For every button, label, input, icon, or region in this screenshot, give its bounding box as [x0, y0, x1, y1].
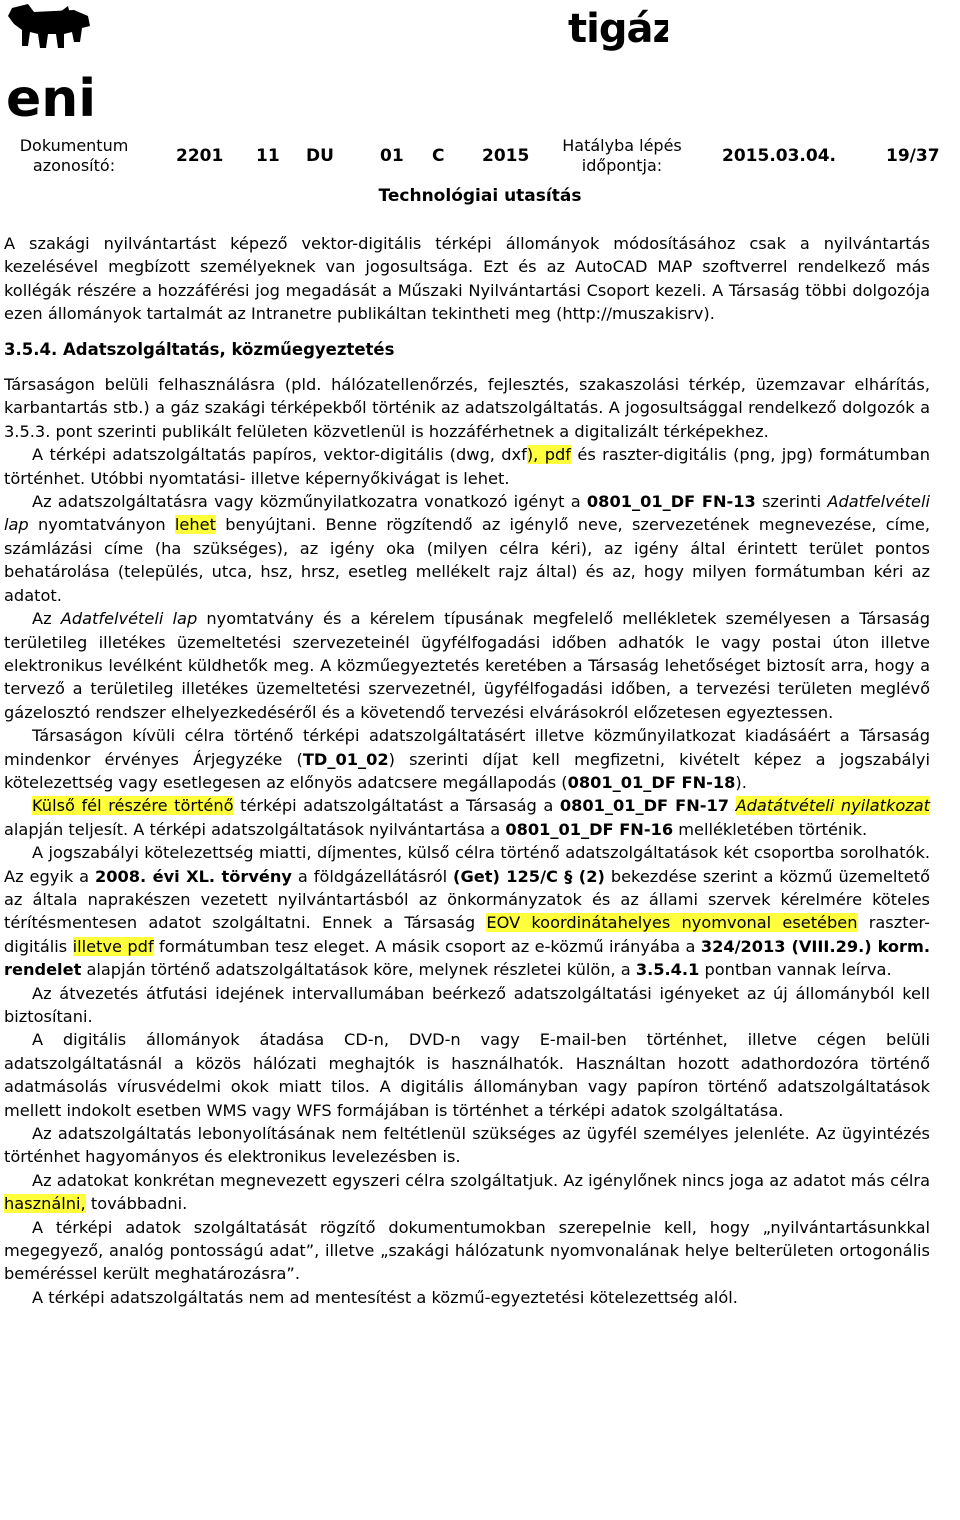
paragraph-transition: Az átvezetés átfutási idejének intervallumában beérkező adatszolgáltatási igényeket az új állományból kell biztosítani.	[4, 983, 930, 1026]
text-run	[729, 796, 736, 815]
paragraph-fees	[4, 724, 930, 794]
highlight-form-name: Adatátvételi nyilatkozat	[735, 796, 931, 816]
text-run: a földgázellátásról	[291, 866, 454, 886]
text-run: raszter-digitális	[4, 913, 930, 956]
paragraph-legal	[4, 841, 930, 981]
document-body	[4, 232, 930, 1309]
doc-id-label-line2: azonosító:	[32, 156, 116, 175]
text-run: benyújtani. Benne rögzítendő az igénylő neve, szervezetének megnevezése, címe, számlázási címe (ha szükséges), az igény oka (milyen célra kéri), az igény által érintett terület pontos behatárolása (település, utca, hsz, hrsz, esetleg mellékelt rajz által) és az, hogy milyen formátumban kéri az adatot.	[4, 515, 931, 605]
paragraph-purpose	[4, 1169, 930, 1216]
highlight: EOV koordinátahelyes nyomvonal esetében	[486, 913, 858, 933]
paragraph-request	[4, 490, 930, 607]
text-run: A jogszabályi kötelezettség miatti, díjmentes, külső célra történő adatszolgáltatások két csoportba sorolhatók. Az egyik a	[4, 843, 930, 886]
paragraph-formats	[4, 443, 930, 490]
effective-date: 2015.03.04.	[722, 146, 837, 166]
form-code: 0801_01_DF FN-16	[505, 819, 674, 839]
effective-label-line2: időpontja:	[581, 156, 663, 175]
tigaz-logo-text: tigáz	[568, 6, 668, 52]
paragraph-external	[4, 794, 930, 841]
text-run: Társaságon kívüli célra történő térképi adatszolgáltatásért illetve közműnyilatkozat kiadásáért a Társaság mindenkor érvényes Árjegyzéke (	[4, 726, 930, 769]
effective-label	[552, 136, 692, 176]
form-name: Adatfelvételi lap	[60, 609, 198, 629]
law-ref: 2008. évi XL. törvény	[95, 866, 292, 886]
text-run: A térképi adatszolgáltatás papíros, vektor-digitális (dwg, dxf	[32, 445, 527, 465]
page-number: 19/37	[886, 146, 940, 166]
text-run: formátumban tesz eleget. A másik csoport az e-közmű irányába a	[153, 936, 701, 956]
doc-id-part-5: C	[432, 146, 445, 166]
paragraph-submission	[4, 607, 930, 724]
paragraph-accuracy: A térképi adatok szolgáltatását rögzítő dokumentumokban szerepelnie kell, hogy „nyilvántartásunkkal megegyező, analóg pontosságú adat”, illetve „szakági hálózatunk nyomvonalának helye belterületen ortogonális beméréssel került meghatározásra”.	[4, 1217, 930, 1284]
doc-id-part-1: 2201	[176, 146, 224, 166]
law-ref: (Get) 125/C § (2)	[453, 866, 605, 886]
paragraph-presence: Az adatszolgáltatás lebonyolításának nem feltétlenül szükséges az ügyfél személyes jelenléte. Az ügyintézés történhet hagyományos és elektronikus levelezésben is.	[4, 1124, 930, 1167]
text-run: szerinti	[755, 492, 828, 512]
highlight: illetve pdf	[72, 936, 154, 956]
form-code: 0801_01_DF FN-18	[567, 772, 736, 792]
law-ref: 324/2013 (VIII.29.) korm. rendelet	[4, 936, 931, 980]
text-run: Az	[32, 609, 61, 629]
section-heading: 3.5.4. Adatszolgáltatás, közműegyeztetés	[4, 339, 395, 359]
paragraph-internal-use: Társaságon belüli felhasználásra (pld. hálózatellenőrzés, fejlesztés, szakaszolási térkép, üzemzavar elhárítás, karbantartás stb.) a gáz szakági térképekből történik az adatszolgáltatás. A jogosultsággal rendelkező dolgozók a 3.5.3. pont szerinti publikált felületen közvetlenül is hozzáférhetnek a digitalizált térképekhez.	[4, 375, 930, 441]
text-run: Az adatokat konkrétan megnevezett egyszeri célra szolgáltatjuk. Az igénylőnek nincs joga az adatot más célra	[32, 1170, 930, 1190]
text-run: és raszter-digitális (png, jpg) formátumban történhet. Utóbbi nyomtatási- illetve képernyőkivágat is lehet.	[4, 445, 931, 488]
text-run: alapján történő adatszolgáltatások köre, melynek részletei külön, a	[81, 960, 636, 980]
highlight: lehet	[174, 515, 216, 535]
text-run: nyomtatványon	[28, 515, 175, 535]
doc-id-part-2: 11	[256, 146, 280, 166]
text-run: továbbadni.	[85, 1194, 188, 1214]
form-code: 0801_01_DF FN-13	[586, 492, 756, 512]
doc-id-part-6: 2015	[482, 146, 530, 166]
paragraph-exemption: A térképi adatszolgáltatás nem ad mentesítést a közmű-egyeztetési kötelezettség alól.	[32, 1287, 738, 1307]
text-run: pontban vannak leírva.	[699, 960, 892, 980]
highlight: ), pdf	[526, 445, 571, 465]
document-title: Technológiai utasítás	[378, 186, 582, 206]
text-run: ).	[735, 772, 747, 792]
text-run: ) szerinti díjat kell megfizetni, kivételt képez a jogszabályi kötelezettség vagy esetlegesen az előnyös adatcsere megállapodás (	[4, 749, 930, 792]
text-run: Az adatszolgáltatásra vagy közműnyilatkozatra vonatkozó igényt a	[32, 492, 587, 512]
text-run: nyomtatvány és a kérelem típusának megfelelő mellékletek személyesen a Társaság területileg illetékes üzemeltetési szervezeteinél ügyfélfogadási időben adhatók le vagy postai úton illetve elektronikus levélként küldhetők meg. A közműegyeztetés keretében a Társaság lehetőséget biztosít arra, hogy a tervező a területileg illetékes üzemeltetési szervezetnél, ügyfélfogadási időben, a tervezési területen meglévő gázelosztó rendszer elhelyezkedéséről és a követendő tervezési elvárásokról előzetesen egyeztessen.	[4, 609, 930, 722]
doc-id-part-4: 01	[380, 146, 404, 166]
text-run: térképi adatszolgáltatást a Társaság a	[233, 796, 560, 816]
text-run: alapján teljesít. A térképi adatszolgáltatások nyilvántartása a	[4, 819, 506, 839]
document-code: TD_01_02	[302, 749, 389, 769]
text-run: mellékletében történik.	[673, 819, 868, 839]
doc-id-label	[14, 136, 134, 176]
eni-logo-text: eni	[6, 69, 96, 120]
eni-logo	[4, 2, 96, 120]
text-run: bekezdése szerint a közmű üzemeltető az általa naprakészen vezetett nyilvántartásból az önkormányzatok és az állami szervek kérelmére köteles térítésmentesen adatot szolgáltatni. Ennek a Társaság	[4, 866, 930, 933]
doc-id-part-3: DU	[306, 146, 334, 166]
tigaz-logo	[568, 0, 668, 58]
highlight: használni,	[4, 1194, 86, 1214]
effective-label-line1: Hatályba lépés	[562, 136, 682, 155]
document-header	[0, 132, 960, 206]
form-name: Adatfelvételi lap	[4, 492, 931, 535]
highlight: Külső fél részére történő	[32, 796, 234, 816]
section-ref: 3.5.4.1	[635, 960, 700, 980]
form-code: 0801_01_DF FN-17	[559, 796, 729, 816]
doc-id-label-line1: Dokumentum	[19, 136, 129, 155]
paragraph-media: A digitális állományok átadása CD-n, DVD-n vagy E-mail-ben történhet, illetve cégen belüli adatszolgáltatásnál a közös hálózati meghajtók is használhatók. Használtan hozott adathordozóra történő adatmásolás vírusvédelmi okok miatt tilos. A digitális állományban vagy papíron történő adatszolgáltatások mellett indokolt esetben WMS vagy WFS formájában is történhet a térképi adatok szolgáltatása.	[4, 1030, 930, 1120]
paragraph-access-rights: A szakági nyilvántartást képező vektor-digitális térképi állományok módosításához csak a nyilvántartás kezelésével megbízott személyeknek van jogosultsága. Ezt és az AutoCAD MAP szoftverrel rendelkező más kollégák részére a hozzáférési jog megadását a Műszaki Nyilvántartási Csoport kezeli. A Társaság többi dolgozója ezen állományok tartalmát az Intranetre publikáltan tekintheti meg (http://muszakisrv).	[4, 234, 930, 324]
